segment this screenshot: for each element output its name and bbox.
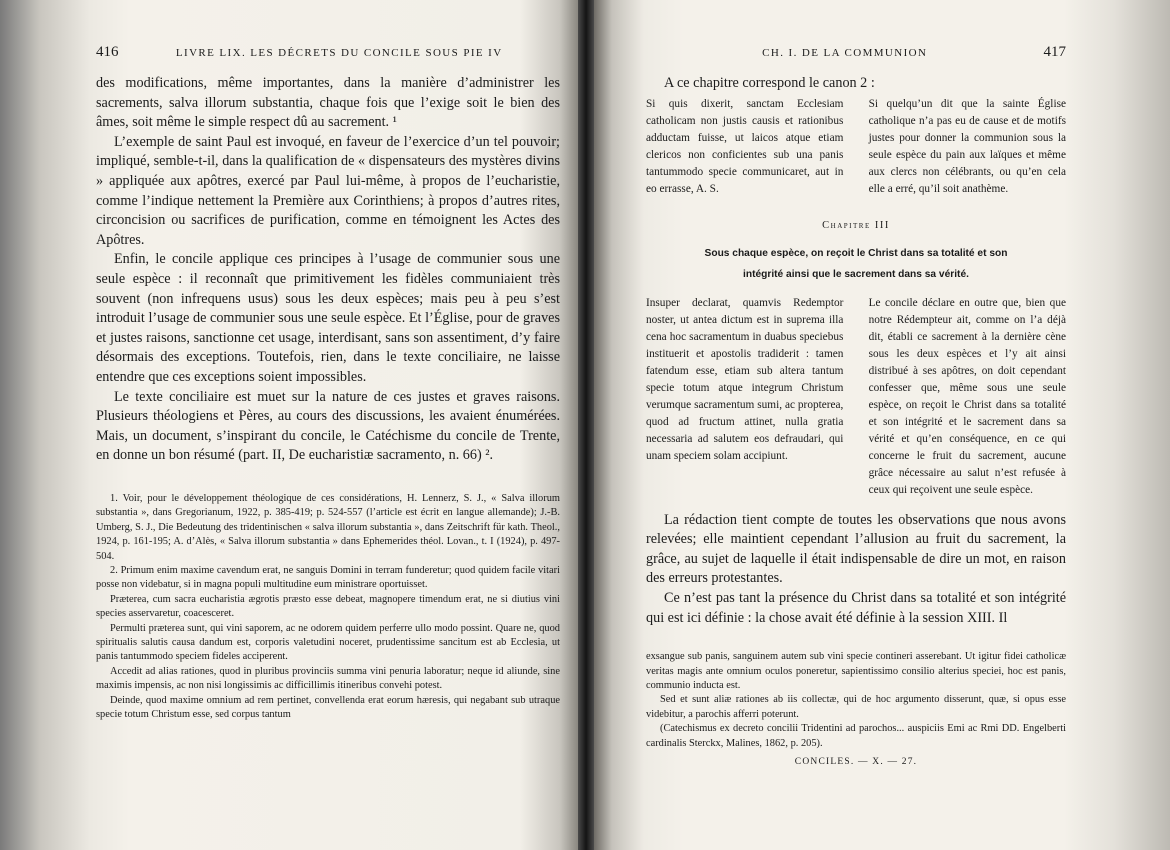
- footnote-2-cont-c: Accedit ad alias rationes, quod in pluribus provinciis summa vini penuria laboratur; neque id aliunde, sine maximis impensis, ac non nisi longissimis ac difficillimis itineribus convehi potest.: [96, 665, 560, 692]
- chapter-heading: Chapitre III: [822, 219, 890, 231]
- canon-latin: Si quis dixerit, sanctam Ecclesiam catholicam non justis causis et rationibus adductam fuisse, ut laicos atque etiam clericos non conficientes sub una panis tantummodo specie communicaret, aut in eo errasse, A. S.: [646, 97, 844, 195]
- right-footnotes: [646, 650, 1066, 751]
- footnote-continued-2: Sed et sunt aliæ rationes ab iis collectæ, qui de hoc argumento disserunt, quæ, si opus esse videbitur, a parochis afferri poterunt.: [646, 694, 1066, 720]
- canon-two-columns: [646, 96, 1066, 198]
- chapter-subtitle-line-2: intégrité ainsi que le sacrement dans sa vérité.: [743, 268, 969, 280]
- left-paragraph-2: L’exemple de saint Paul est invoqué, en faveur de l’exercice d’un tel pouvoir; impliqué, semble-t-il, dans la qualification de « dispensateurs des mystères divins » appliquée aux apôtres, exercé par Paul lui-même, à propos de l’eucharistie, comme l’indique nettement la Première aux Corinthiens; à propos d’autres rites, circoncision ou sacrifices de purification, comme en témoignent les Actes des Apôtres.: [96, 133, 560, 248]
- left-running-title: LIVRE LIX. LES DÉCRETS DU CONCILE SOUS PIE IV: [175, 47, 503, 59]
- decree-two-columns: [646, 295, 1066, 499]
- footnote-2: 2. Primum enim maxime cavendum erat, ne sanguis Domini in terram funderetur; quod quidem facile vitari posse non videbatur, si in magna populi multitudine eum ministrare oportuisset.: [96, 564, 560, 591]
- left-page: [0, 0, 578, 850]
- decree-french: Le concile déclare en outre que, bien que notre Rédempteur ait, comme on l’a déjà dit, établi ce sacrement à la dernière cène sous les deux espèces et l’y ait ainsi distribué à ses apôtres, on doit cependant confesser que, même sous une seule espèce, on reçoit le Christ dans sa totalité et son intégrité et le sacrement dans sa vérité et qu’en conséquence, en ce qui concerne le fruit du sacrement, aucune grâce nécessaire au salut n’est refusée à ceux qui reçoivent une seule espèce.: [868, 296, 1066, 496]
- left-footnotes: [96, 492, 560, 723]
- left-paragraph-3: Enfin, le concile applique ces principes à l’usage de communier sous une seule espèce : il reconnaît que primitivement les fidèles communiaient très souvent (non infrequens usus) sous les deux espèces; mais peu à peu s’est introduit l’usage de communier sous une seule espèce. Et l’Église, pour de graves et justes raisons, sanctionne cet usage, interdisant, sans son assentiment, d’y faire désormais des exceptions. Toutefois, rien, dans le texte conciliaire, ne laisse entendre que ces exceptions soient impossibles.: [96, 251, 560, 385]
- footnote-1: 1. Voir, pour le développement théologique de ces considérations, H. Lennerz, S. J., « Salva illorum substantia », dans Gregorianum, 1922, p. 385-419; p. 524-557 (l’article est écrit en langue allemande); J.-B. Umberg, S. J., Die Bedeutung des tridentinischen « salva illorum substantia », dans Zeitschrift für kath. Theol., 1924, p. 161-195; A. d’Alès, « Salva illorum substantia » dans Ephemerides théol. Lovan., t. I (1924), p. 497-504.: [96, 492, 560, 562]
- right-running-title: CH. I. DE LA COMMUNION: [762, 47, 928, 59]
- footnote-2-cont-b: Permulti præterea sunt, qui vini saporem, ac ne odorem quidem perferre ullo modo possint. Quare ne, quod spiritualis salutis causa dandum est, corporis valetudini noceret, prudentissime sancitum est ab Ecclesia, ut panis tantummodo speciem fideles acciperent.: [96, 622, 560, 663]
- right-page-number: 417: [1043, 44, 1066, 60]
- footnote-2-cont-d: Deinde, quod maxime omnium ad rem pertinet, convellenda erat eorum hæresis, qui negabant sub utraque specie totum Christum esse, sed corpus tantum: [96, 694, 560, 720]
- right-paragraph-2: Ce n’est pas tant la présence du Christ dans sa totalité et son intégrité qui est ici définie : la chose avait été définie à la session XIII. Il: [646, 589, 1066, 626]
- footnote-citation: (Catechismus ex decreto concilii Tridentini ad parochos... auspiciis Emi ac Rmi DD. Engelberti cardinalis Sterckx, Malines, 1862, p. 205).: [646, 723, 1066, 749]
- decree-latin: Insuper declarat, quamvis Redemptor noster, ut antea dictum est in suprema illa cena hoc sacramentum in duabus speciebus instituerit et apostolis tradiderit : tamen fatendum esse, etiam sub altera tantum specie totum atque integrum Christum verumque sacramentum sumi, ac propterea, quod ad fructum attinet, nulla gratia necessaria ad salutem eos defraudari, qui unam speciem solam accipiunt.: [646, 296, 844, 462]
- left-paragraph-1: des modifications, même importantes, dans la manière d’administrer les sacrements, salva illorum substantia, chaque fois que l’exige soit le bien des âmes, soit même le simple respect dû au sacrement. ¹: [96, 75, 560, 131]
- left-body: [96, 74, 560, 466]
- canon-french: Si quelqu’un dit que la sainte Église catholique n’a pas eu de cause et de motifs justes pour donner la communion sous la seule espèce du pain aux laïques et même aux clercs non célébrants, ou qu’en cela elle a erré, qu’il soit anathème.: [868, 97, 1066, 195]
- right-body: [646, 511, 1066, 629]
- book-gutter: [578, 0, 594, 850]
- footnote-continued: exsangue sub panis, sanguinem autem sub vini specie contineri asserebant. Ut igitur fidei catholicæ veritas magis ante omnium oculos poneretur, sapientissimo consilio alterius speciei, hoc est panis, communio inducta est.: [646, 651, 1066, 691]
- left-paragraph-4: Le texte conciliaire est muet sur la nature de ces justes et graves raisons. Plusieurs théologiens et Pères, au cours des discussions, les avaient énumérées. Mais, un document, s’inspirant du concile, le Catéchisme du concile de Trente, en donne un bon résumé (part. II, De eucharistiæ sacramento, n. 66) ².: [96, 388, 560, 464]
- footnote-2-cont-a: Præterea, cum sacra eucharistia ægrotis præsto esse debeat, magnopere timendum erat, ne si diutius vini species asservaretur, coacesceret.: [96, 593, 560, 620]
- signature-mark: CONCILES. — X. — 27.: [794, 757, 918, 767]
- canon-intro: A ce chapitre correspond le canon 2 :: [664, 75, 875, 91]
- right-running-head: [646, 44, 1066, 66]
- right-paragraph-1: La rédaction tient compte de toutes les observations que nous avons relevées; elle maintient cependant l’allusion au fruit du sacrement, la grâce, au sujet de laquelle il était indispensable de dire un mot, en raison des erreurs protestantes.: [646, 511, 1066, 587]
- right-intro: [646, 74, 1066, 94]
- left-running-head: [96, 44, 560, 66]
- right-page: [594, 0, 1170, 850]
- chapter-subtitle-line-1: Sous chaque espèce, on reçoit le Christ dans sa totalité et son: [704, 247, 1008, 259]
- left-page-number: 416: [96, 44, 119, 60]
